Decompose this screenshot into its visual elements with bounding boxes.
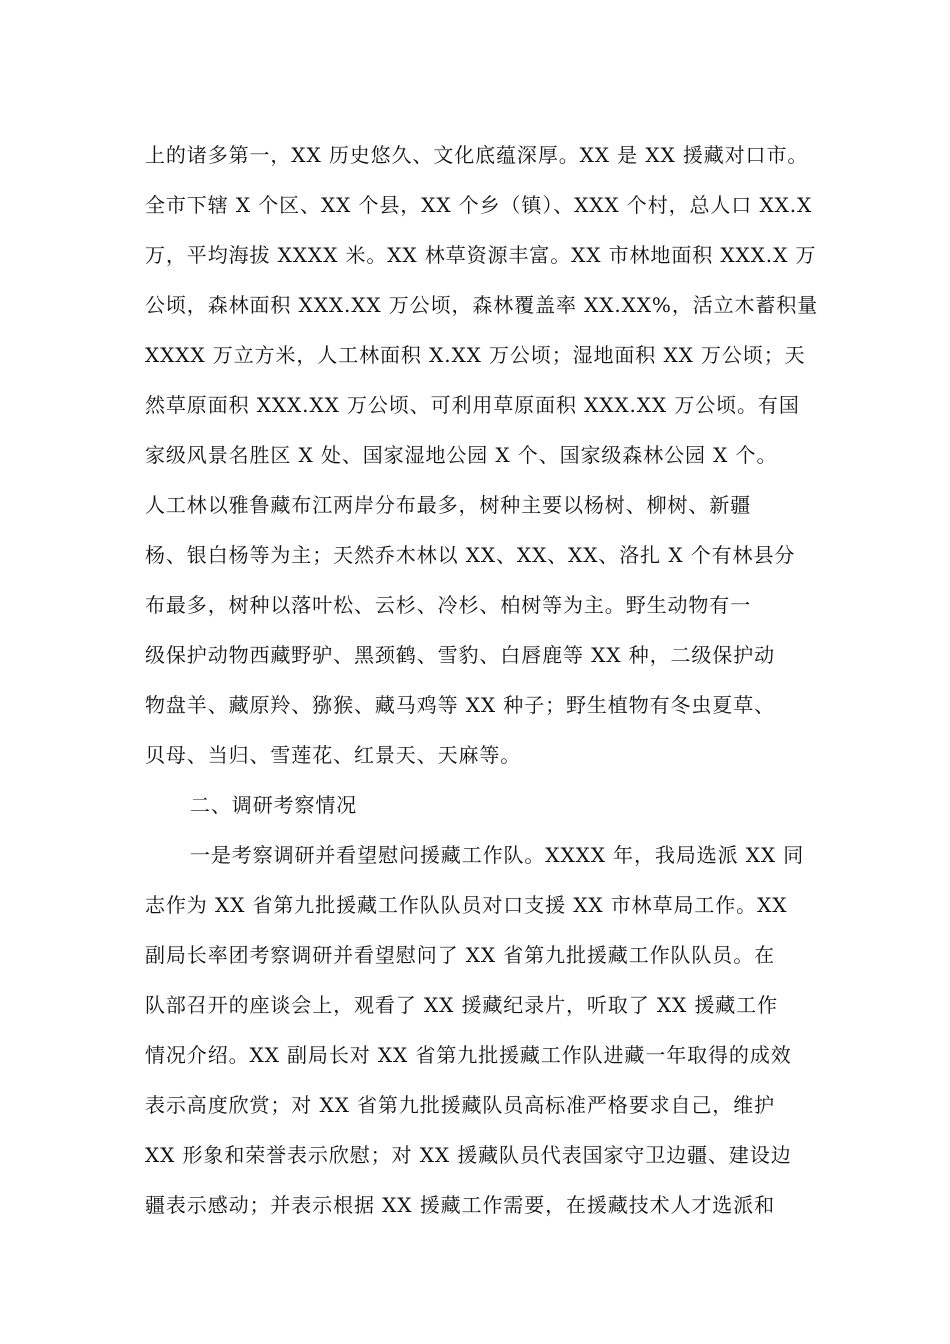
text-line: 疆表示感动；并表示根据 XX 援藏工作需要，在援藏技术人才选派和 [145, 1193, 775, 1217]
text-line: 副局长率团考察调研并看望慰问了 XX 省第九批援藏工作队队员。在 [145, 943, 775, 967]
section-heading: 二、调研考察情况 [190, 793, 358, 817]
paragraph-start: 一是考察调研并看望慰问援藏工作队。XXXX 年，我局选派 XX 同 [190, 843, 805, 867]
text-line: 万，平均海拔 XXXX 米。XX 林草资源丰富。XX 市林地面积 XXX.X 万 [145, 243, 817, 267]
text-line: 公顷，森林面积 XXX.XX 万公顷，森林覆盖率 XX.XX%，活立木蓄积量 [145, 293, 819, 317]
text-line: 上的诸多第一，XX 历史悠久、文化底蕴深厚。XX 是 XX 援藏对口市。 [145, 143, 809, 167]
text-line: 级保护动物西藏野驴、黑颈鹤、雪豹、白唇鹿等 XX 种，二级保护动 [145, 643, 775, 667]
text-line: 情况介绍。XX 副局长对 XX 省第九批援藏工作队进藏一年取得的成效 [145, 1043, 792, 1067]
text-line: 贝母、当归、雪莲花、红景天、天麻等。 [145, 743, 522, 767]
text-line: 杨、银白杨等为主；天然乔木林以 XX、XX、XX、洛扎 X 个有林县分 [145, 543, 796, 567]
text-line: 人工林以雅鲁藏布江两岸分布最多，树种主要以杨树、柳树、新疆 [145, 493, 752, 517]
text-line: 然草原面积 XXX.XX 万公顷、可利用草原面积 XXX.XX 万公顷。有国 [145, 393, 800, 417]
text-line: 家级风景名胜区 X 处、国家湿地公园 X 个、国家级森林公园 X 个。 [145, 443, 778, 467]
text-line: 全市下辖 X 个区、XX 个县，XX 个乡（镇）、XXX 个村，总人口 XX.X [145, 193, 813, 217]
text-line: 队部召开的座谈会上，观看了 XX 援藏纪录片，听取了 XX 援藏工作 [145, 993, 778, 1017]
text-line: 表示高度欣赏；对 XX 省第九批援藏队员高标准严格要求自己，维护 [145, 1093, 775, 1117]
text-line: 物盘羊、藏原羚、猕猴、藏马鸡等 XX 种子；野生植物有冬虫夏草、 [145, 693, 775, 717]
text-line: XX 形象和荣誉表示欣慰；对 XX 援藏队员代表国家守卫边疆、建设边 [145, 1143, 792, 1167]
text-line: XXXX 万立方米，人工林面积 X.XX 万公顷；湿地面积 XX 万公顷；天 [145, 343, 806, 367]
text-line: 志作为 XX 省第九批援藏工作队队员对口支援 XX 市林草局工作。XX [145, 893, 788, 917]
text-line: 布最多，树种以落叶松、云杉、冷杉、柏树等为主。野生动物有一 [145, 593, 752, 617]
